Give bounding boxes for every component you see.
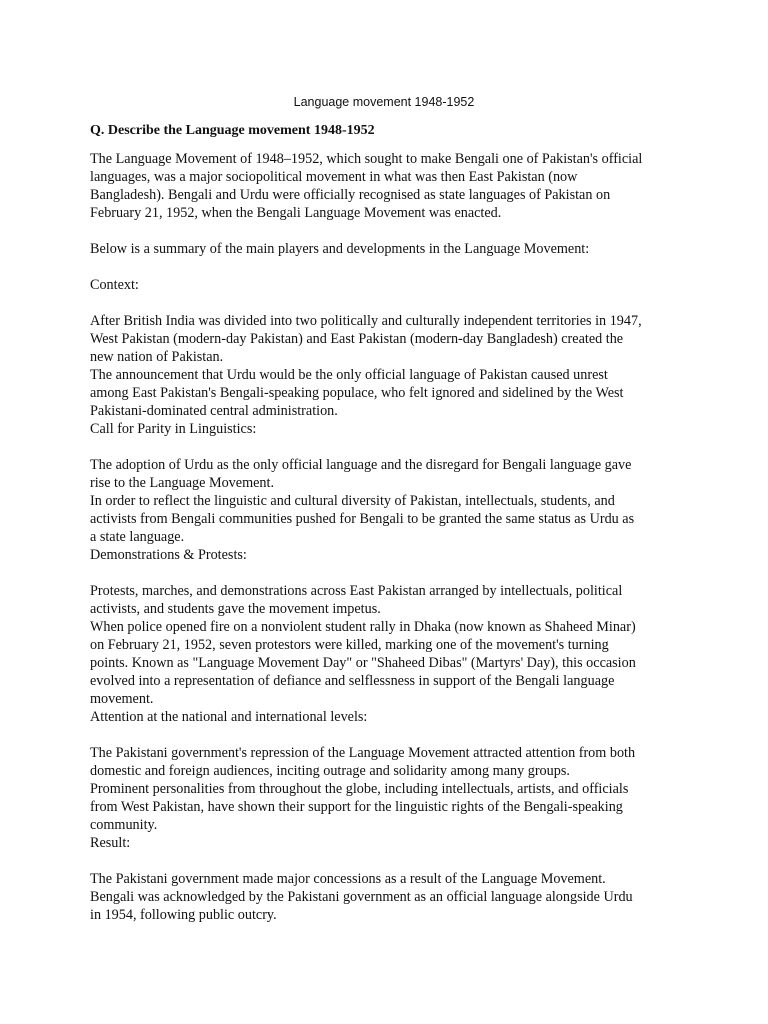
section-heading-attention: Attention at the national and international levels: bbox=[90, 709, 368, 725]
paragraph-context-1: After British India was divided into two politically and culturally independent territories in 1947, West Pakistan (modern-day Pakistan) and East Pakistan (modern-day Bangladesh) created the new nation of Pakistan. bbox=[90, 313, 642, 365]
paragraph-demonstrations-2: When police opened fire on a nonviolent student rally in Dhaka (now known as Shaheed Minar) on February 21, 1952, seven protestors were killed, marking one of the movement's turning points. Known as "Language Movement Day" or "Shaheed Dibas" (Martyrs' Day), this occasion evolved into a representation of defiance and selflessness in support of the Bengali language movement. bbox=[90, 619, 636, 707]
paragraph-demonstrations-1: Protests, marches, and demonstrations across East Pakistan arranged by intellectuals, political activists, and students gave the movement impetus. bbox=[90, 583, 623, 617]
section-heading-result: Result: bbox=[90, 835, 131, 851]
paragraph-summary: Below is a summary of the main players and developments in the Language Movement: bbox=[90, 241, 590, 257]
paragraph-result: The Pakistani government made major concessions as a result of the Language Movement. Bengali was acknowledged by the Pakistani government as an official language alongside Urdu in 1954, following public outcry. bbox=[90, 871, 633, 923]
paragraph-attention-1: The Pakistani government's repression of the Language Movement attracted attention from both domestic and foreign audiences, inciting outrage and solidarity among many groups. bbox=[90, 745, 636, 779]
paragraph-attention-2: Prominent personalities from throughout the globe, including intellectuals, artists, and officials from West Pakistan, have shown their support for the linguistic rights of the Bengali-speaking community. bbox=[90, 781, 629, 833]
document-title: Language movement 1948-1952 bbox=[293, 95, 475, 109]
section-heading-context: Context: bbox=[90, 277, 139, 293]
section-heading-demonstrations: Demonstrations & Protests: bbox=[90, 547, 247, 563]
paragraph-parity-1: The adoption of Urdu as the only official language and the disregard for Bengali language gave rise to the Language Movement. bbox=[90, 457, 632, 491]
section-heading-parity: Call for Parity in Linguistics: bbox=[90, 421, 257, 437]
paragraph-context-2: The announcement that Urdu would be the only official language of Pakistan caused unrest among East Pakistan's Bengali-speaking populace, who felt ignored and sidelined by the West Pakistani-dominated central administration. bbox=[90, 367, 624, 419]
document-body bbox=[90, 150, 690, 924]
question-heading: Q. Describe the Language movement 1948-1952 bbox=[90, 123, 375, 138]
paragraph-intro: The Language Movement of 1948–1952, which sought to make Bengali one of Pakistan's official languages, was a major sociopolitical movement in what was then East Pakistan (now Bangladesh). Bengali and Urdu were officially recognised as state languages of Pakistan on February 21, 1952, when the Bengali Language Movement was enacted. bbox=[90, 151, 643, 221]
paragraph-parity-2: In order to reflect the linguistic and cultural diversity of Pakistan, intellectuals, students, and activists from Bengali communities pushed for Bengali to be granted the same status as Urdu as a state language. bbox=[90, 493, 635, 545]
